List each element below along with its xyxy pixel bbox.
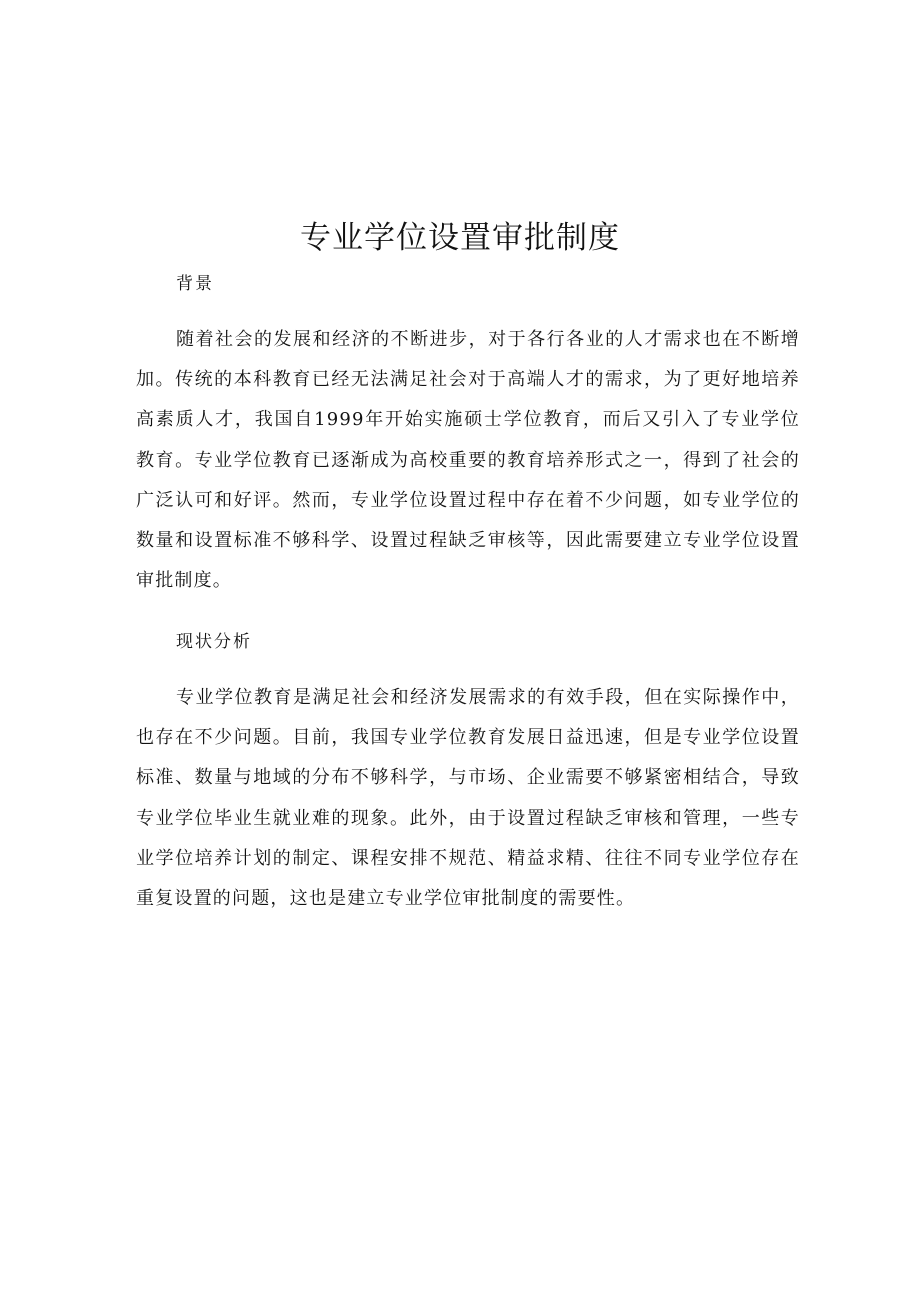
document-title: 专业学位设置审批制度 xyxy=(300,220,620,256)
section-heading-background: 背景 xyxy=(176,274,214,294)
section-paragraph-background: 随着社会的发展和经济的不断进步，对于各行各业的人才需求也在不断增加。传统的本科教育已经无法满足社会对于高端人才的需求，为了更好地培养高素质人才，我国自1999年开始实施硕士学位教育，而后又引入了专业学位教育。专业学位教育已逐渐成为高校重要的教育培养形式之一，得到了社会的广泛认可和好评。然而，专业学位设置过程中存在着不少问题，如专业学位的数量和设置标准不够科学、设置过程缺乏审核等，因此需要建立专业学位设置审批制度。 xyxy=(136,329,800,592)
section-heading-status-analysis: 现状分析 xyxy=(176,632,252,652)
section-paragraph-status-analysis: 专业学位教育是满足社会和经济发展需求的有效手段，但在实际操作中，也存在不少问题。目前，我国专业学位教育发展日益迅速，但是专业学位设置标准、数量与地域的分布不够科学，与市场、企业需要不够紧密相结合，导致专业学位毕业生就业难的现象。此外，由于设置过程缺乏审核和管理，一些专业学位培养计划的制定、课程安排不规范、精益求精、往往不同专业学位存在重复设置的问题，这也是建立专业学位审批制度的需要性。 xyxy=(136,687,800,910)
